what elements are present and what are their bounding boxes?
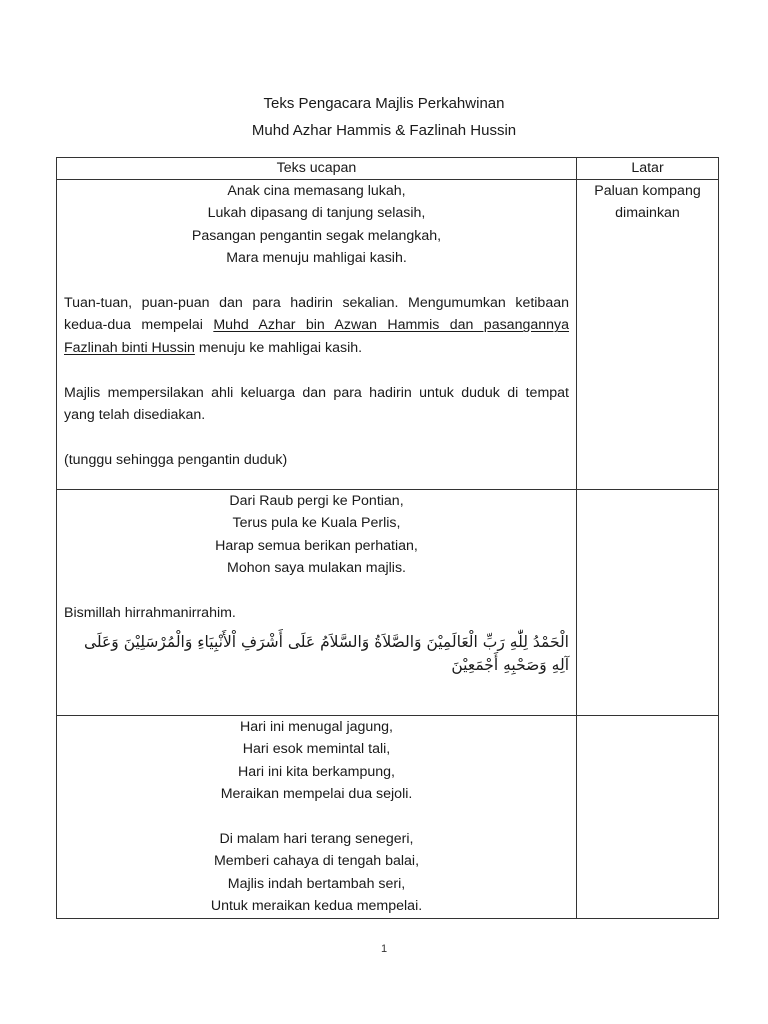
announcement-paragraph [63, 292, 570, 359]
pantun-line: Di malam hari terang senegeri, [219, 831, 414, 848]
pantun-line: Meraikan mempelai dua sejoli. [220, 786, 413, 803]
pantun-line: Hari ini menugal jagung, [239, 719, 393, 735]
spacer [63, 270, 570, 292]
pantun-verse [63, 180, 570, 270]
column-header-teks-ucapan: Teks ucapan [57, 158, 577, 180]
pantun-line: Anak cina memasang lukah, [227, 183, 406, 199]
latar-cell [577, 716, 719, 919]
pantun-line: Pasangan pengantin segak melangkah, [191, 227, 442, 244]
pantun-line: Lukah dipasang di tanjung selasih, [207, 205, 426, 222]
table-row [57, 716, 719, 919]
arabic-prayer: الْحَمْدُ لِلّٰهِ رَبِّ الْعَالَمِيْنَ وَالصَّلاَةُ وَالسَّلاَمُ عَلَى أَشْرَفِ اْلأَنْبِيَاءِ وَالْمُرْسَلِيْنَ وَعَلَى آلِهِ وَصَحْبِهِ أَجْمَعِيْنَ [84, 633, 569, 675]
announcement-text: Tuan-tuan, puan-puan dan para hadirin sekalian. Mengumumkan ketibaan kedua-dua mempelai [64, 295, 569, 334]
document-title: Teks Pengacara Majlis Perkahwinan [263, 95, 505, 112]
teks-ucapan-cell [57, 490, 577, 716]
latar-cell [577, 180, 719, 490]
table-row [57, 490, 719, 716]
pantun-line: Harap semua berikan perhatian, [215, 537, 418, 554]
document-subtitle: Muhd Azhar Hammis & Fazlinah Hussin [251, 122, 517, 139]
spacer [63, 426, 570, 448]
teks-ucapan-cell [57, 716, 577, 919]
latar-cell [577, 490, 719, 716]
pantun-line: Mohon saya mulakan majlis. [227, 560, 406, 577]
pantun-verse-2 [63, 828, 570, 918]
page-number: 1 [380, 943, 388, 955]
spacer [63, 806, 570, 828]
pantun-line: Terus pula ke Kuala Perlis, [232, 515, 401, 532]
pantun-line: Hari esok memintal tali, [242, 741, 391, 758]
column-header-latar: Latar [577, 158, 719, 180]
announcement-text-end: menuju ke mahligai kasih. [194, 339, 363, 356]
table-header-row [57, 158, 719, 180]
bismillah-text: Bismillah hirrahmanirrahim. [64, 605, 236, 622]
pantun-line: Untuk meraikan kedua mempelai. [210, 898, 423, 915]
teks-ucapan-cell [57, 180, 577, 490]
table-row [57, 180, 719, 490]
couple-names: Muhd Azhar bin Azwan Hammis dan pasangannya Fazlinah binti Hussin [64, 317, 570, 356]
pantun-line: Memberi cahaya di tengah balai, [213, 853, 420, 870]
pantun-verse [63, 490, 570, 580]
spacer [63, 359, 570, 381]
seating-paragraph: Majlis mempersilakan ahli keluarga dan para hadirin untuk duduk di tempat yang telah disediakan. [64, 384, 569, 424]
pantun-line: Hari ini kita berkampung, [238, 763, 395, 780]
latar-text: Paluan kompang dimainkan [594, 183, 701, 222]
pantun-verse [63, 716, 570, 806]
pantun-line: Mara menuju mahligai kasih. [226, 250, 407, 267]
spacer [63, 580, 570, 602]
pantun-line: Majlis indah bertambah seri, [227, 875, 406, 892]
pantun-line: Dari Raub pergi ke Pontian, [229, 493, 404, 509]
instruction-note: (tunggu sehingga pengantin duduk) [64, 451, 288, 468]
script-table [56, 157, 719, 919]
